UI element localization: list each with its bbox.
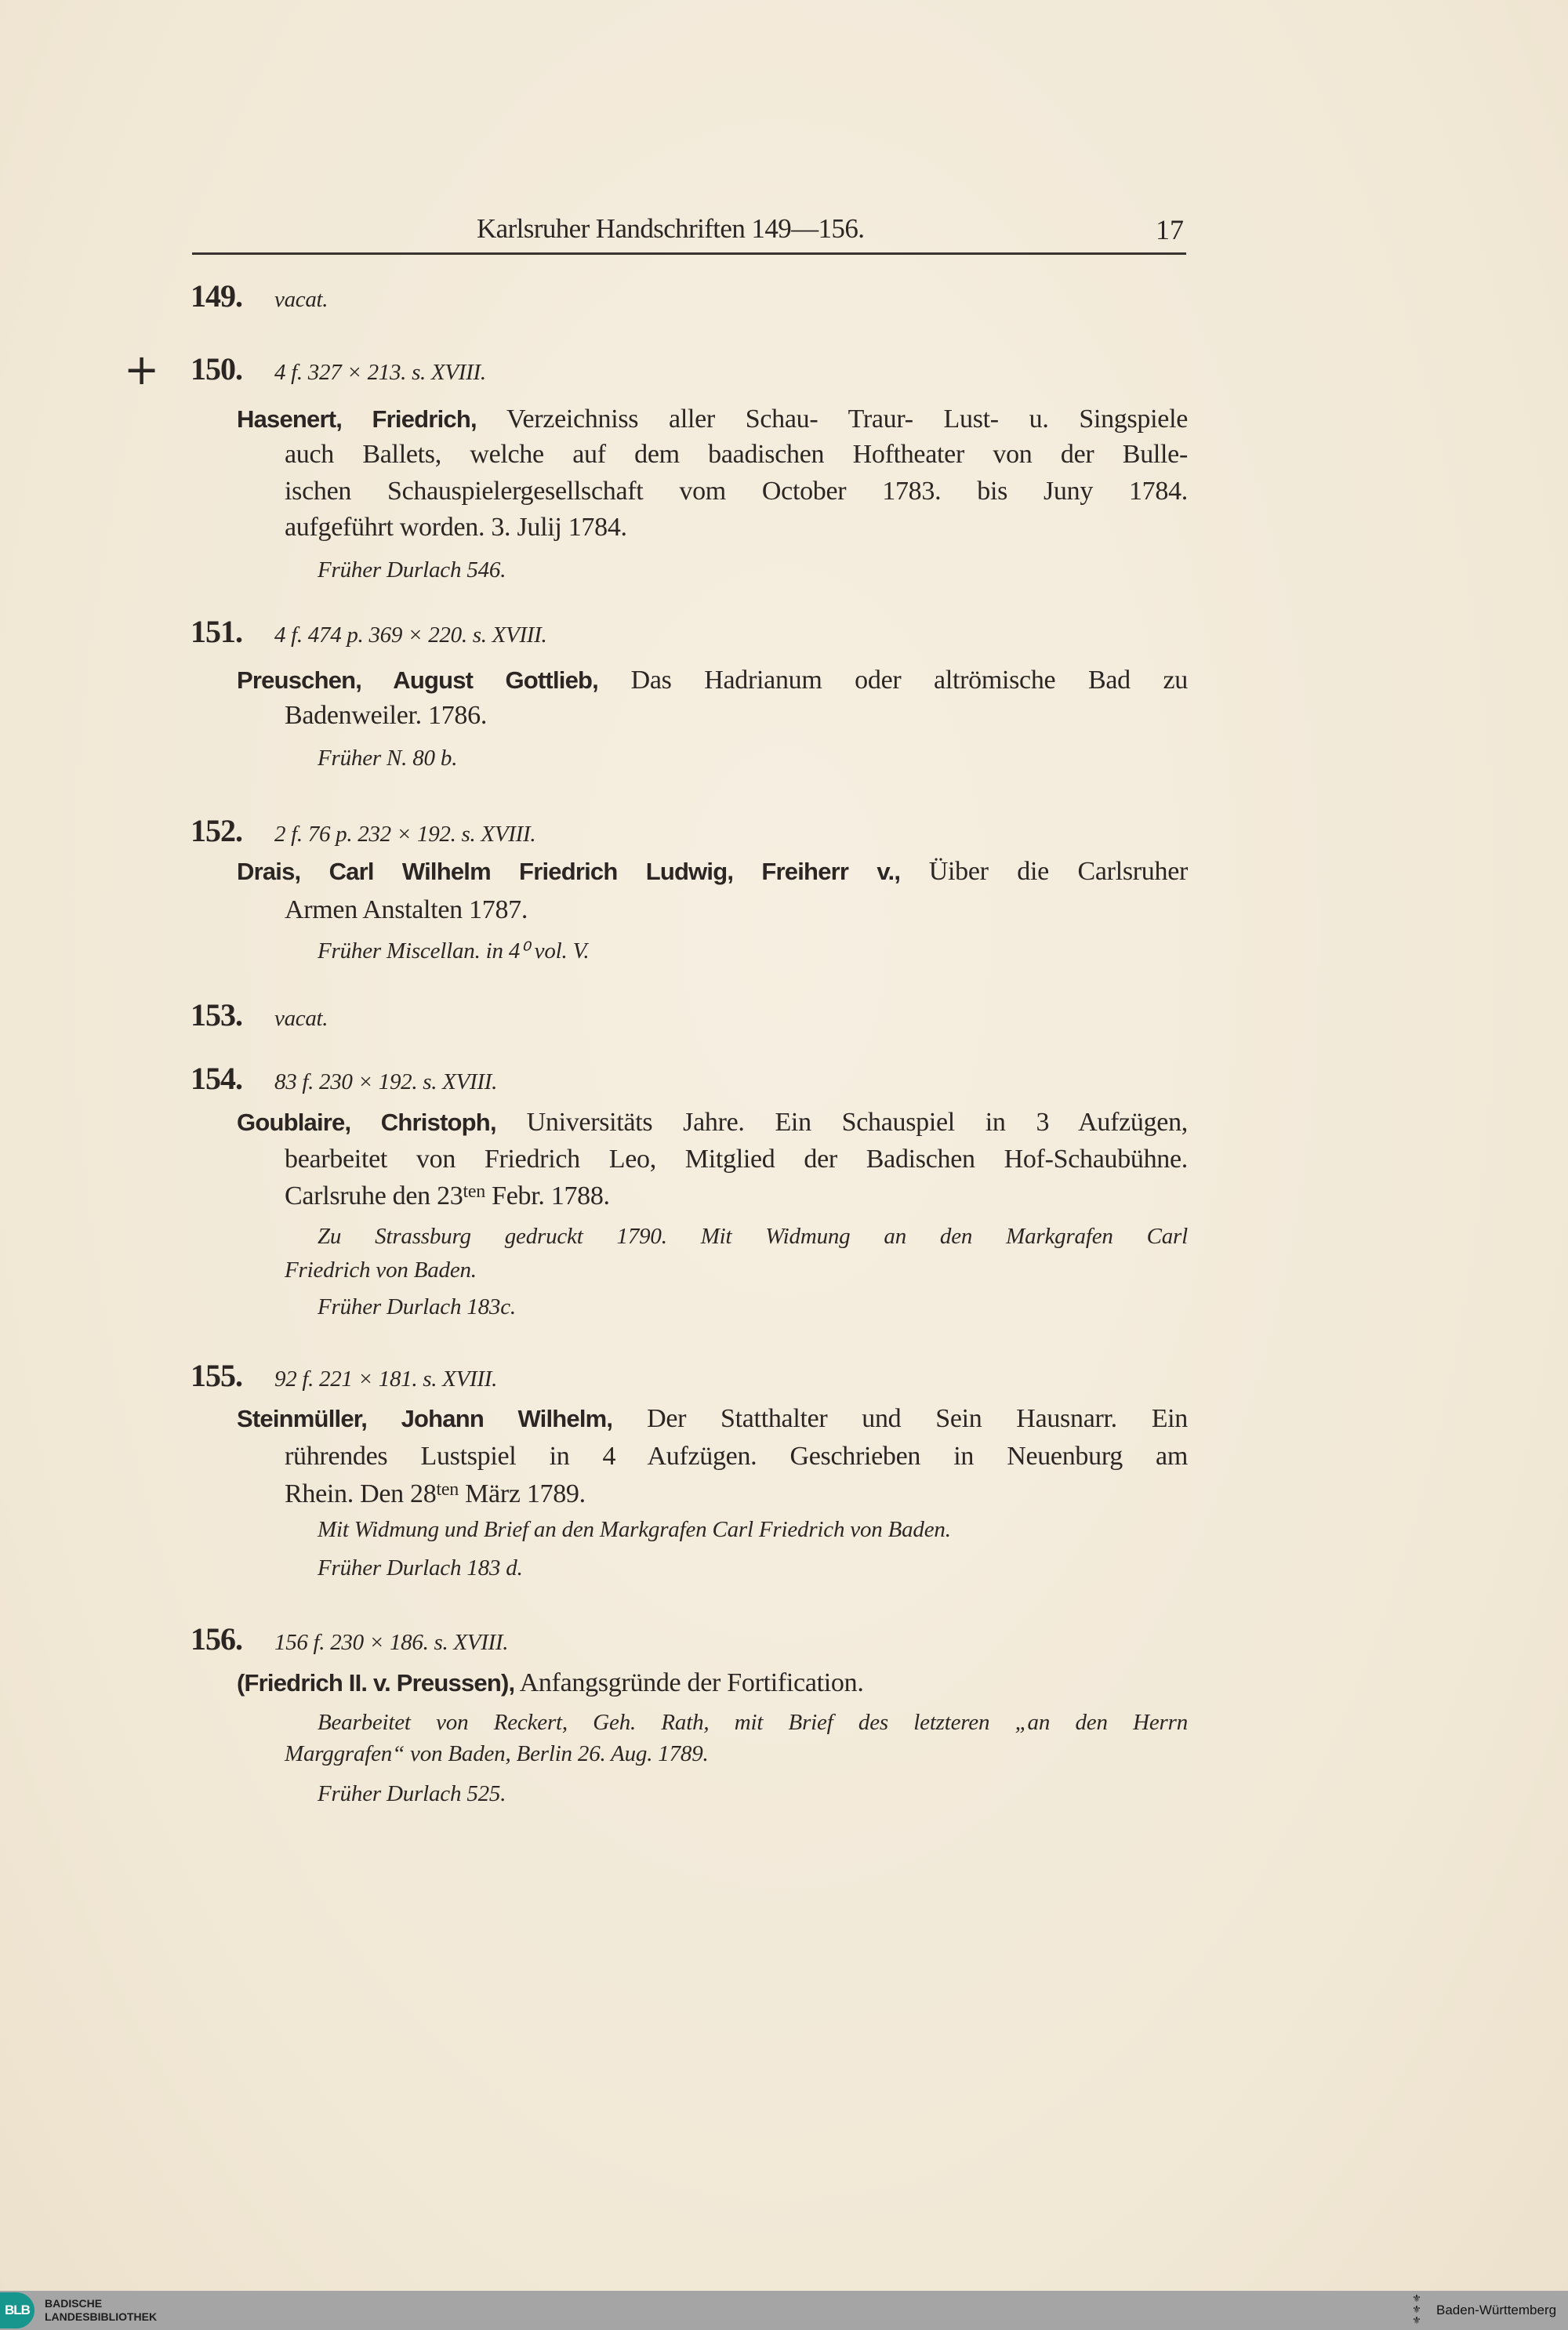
entry-number: 153. [191, 997, 242, 1033]
entry-author: Hasenert, Friedrich, [237, 405, 477, 433]
library-name[interactable] [45, 2297, 157, 2324]
entry-note: Früher Miscellan. in 4⁰ vol. V. [318, 938, 590, 964]
entry-number: 150. [191, 351, 242, 387]
ordinal-suffix: ten [436, 1479, 459, 1500]
entry-title-line [285, 1439, 1188, 1474]
entry-title-text: Carlsruhe den 23 [285, 1181, 463, 1210]
entry-title-text: aufgeführt worden. 3. Julij 1784. [285, 513, 627, 542]
entry-title-text: rührendes Lustspiel in 4 Aufzügen. Geschrieben in Neuenburg am [285, 1442, 1188, 1471]
entry-note: Friedrich von Baden. [285, 1258, 477, 1283]
blb-logo-icon[interactable]: BLB [0, 2292, 34, 2328]
entry-title-line [237, 663, 1188, 698]
entry-title-line [285, 474, 1188, 509]
entry-title-text: Rhein. Den 28 [285, 1479, 437, 1508]
page-number: 17 [1156, 214, 1184, 245]
library-name-line2: LANDESBIBLIOTHEK [45, 2310, 158, 2323]
entry-title-text: Üiber die Carlsruher [900, 857, 1189, 886]
entry-number: 154. [191, 1061, 242, 1096]
entry-note: Mit Widmung und Brief an den Markgrafen Carl Friedrich von Baden. [318, 1517, 951, 1542]
entry-title-text: bearbeitet von Friedrich Leo, Mitglied der Badischen Hof-Schaubühne. [285, 1145, 1188, 1174]
entry-title-text: ischen Schauspielergesellschaft vom October 1783. bis Juny 1784. [285, 477, 1188, 506]
entry-physical-description: 83 f. 230 × 192. s. XVIII. [274, 1069, 498, 1094]
entry-title-text: Badenweiler. 1786. [285, 701, 488, 730]
entry-number: 156. [191, 1621, 242, 1657]
entry-number: 155. [191, 1358, 242, 1393]
entry-title-line [237, 402, 1188, 437]
entry-note: Früher Durlach 546. [318, 557, 506, 582]
entry-title-text: Anfangsgründe der Fortification. [514, 1668, 864, 1697]
entry-physical-description: 4 f. 327 × 213. s. XVIII. [274, 360, 486, 385]
entry-author: Steinmüller, Johann Wilhelm, [237, 1405, 613, 1432]
entry-title-text: März 1789. [458, 1479, 586, 1508]
state-lions-icon: ⚜ ⚜ ⚜ [1412, 2292, 1421, 2326]
entry-title-text: Armen Anstalten 1787. [285, 895, 528, 924]
entry-number: 149. [191, 278, 242, 314]
entry-title-line [237, 1666, 864, 1700]
entry-author: Goublaire, Christoph, [237, 1109, 496, 1136]
entry-title-text: Febr. 1788. [485, 1181, 610, 1210]
entry-physical-description: vacat. [274, 1006, 328, 1031]
added-mark-icon: + [124, 345, 160, 394]
entry-author: Drais, Carl Wilhelm Friedrich Ludwig, Freiherr v., [237, 858, 901, 885]
entry-title-text: Der Statthalter und Sein Hausnarr. Ein [612, 1404, 1189, 1433]
entry-title-line [285, 437, 1188, 472]
ordinal-suffix: ten [463, 1181, 485, 1202]
entry-title-line [285, 1179, 610, 1214]
entry-number: 151. [191, 614, 242, 649]
entry-title-line [285, 893, 528, 927]
entry-physical-description: 4 f. 474 p. 369 × 220. s. XVIII. [274, 622, 547, 648]
entry-note: Zu Strassburg gedruckt 1790. Mit Widmung an den Markgrafen Carl [318, 1224, 1188, 1249]
entry-title-line [285, 1477, 586, 1512]
library-name-line1: BADISCHE [45, 2297, 103, 2310]
entry-physical-description: vacat. [274, 287, 328, 312]
entry-note: Früher Durlach 183c. [318, 1294, 516, 1319]
entry-note: Bearbeitet von Reckert, Geh. Rath, mit Brief des letzteren „an den Herrn [318, 1710, 1188, 1735]
header-rule [192, 252, 1186, 255]
entry-title-line [285, 699, 487, 733]
entry-note: Früher N. 80 b. [318, 746, 458, 771]
entry-note: Marggrafen“ von Baden, Berlin 26. Aug. 1789. [285, 1741, 709, 1766]
entry-physical-description: 2 f. 76 p. 232 × 192. s. XVIII. [274, 822, 536, 847]
entry-title-text: Verzeichniss aller Schau- Traur- Lust- u. Singspiele [476, 405, 1189, 434]
entry-note: Früher Durlach 525. [318, 1781, 506, 1806]
entry-physical-description: 92 f. 221 × 181. s. XVIII. [274, 1366, 498, 1392]
running-title: Karlsruher Handschriften 149—156. [477, 213, 865, 244]
entry-author: Preuschen, August Gottlieb, [237, 666, 598, 694]
entry-title-line [237, 1402, 1188, 1436]
footer-bar [0, 2291, 1568, 2330]
entry-physical-description: 156 f. 230 × 186. s. XVIII. [274, 1630, 509, 1655]
entry-title-line [237, 855, 1188, 889]
entry-title-line [237, 1105, 1188, 1140]
entry-title-line [285, 1142, 1188, 1177]
entry-title-text: Universitäts Jahre. Ein Schauspiel in 3 Aufzügen, [495, 1108, 1188, 1137]
entry-note: Früher Durlach 183 d. [318, 1555, 523, 1581]
entry-title-text: auch Ballets, welche auf dem baadischen Hoftheater von der Bulle- [285, 440, 1188, 469]
entry-author: (Friedrich II. v. Preussen), [237, 1669, 515, 1697]
entry-title-text: Das Hadrianum oder altrömische Bad zu [597, 666, 1189, 695]
entry-title-line [285, 510, 627, 545]
entry-number: 152. [191, 813, 242, 848]
state-name[interactable]: Baden-Württemberg [1436, 2303, 1557, 2317]
